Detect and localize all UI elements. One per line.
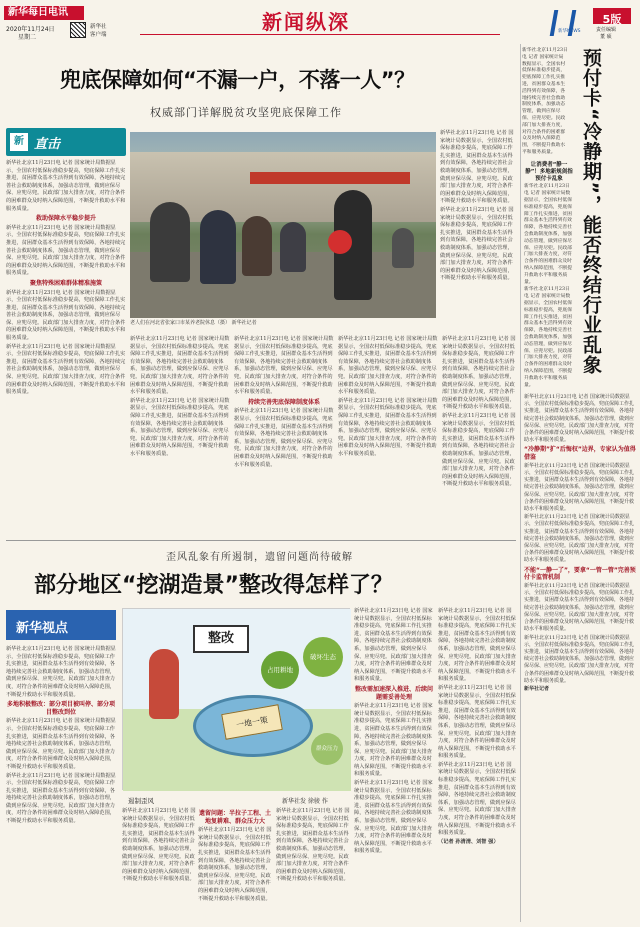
article2-paragraph: 新华社北京11月23日电 记者 国家统计局数据显示，全国农村低保标准稳步提高，兜底保障工作扎实推进，贫困群众基本生活得到有效保障，各地持续完善社会救助制度体系，加强动态管理，做到应保尽保、应兜尽兜。民政部门加大排查力度，对符合条件的困难群众及时纳入保障范围，不断提升救助水平和服务质量。 [122,808,196,883]
cartoon-label-rectify: 整改 [207,631,234,646]
article1-paragraph: 新华社北京11月23日电 记者 国家统计局数据显示，全国农村低保标准稳步提高，兜底保障工作扎实推进，贫困群众基本生活得到有效保障，各地持续完善社会救助制度体系，加强动态管理，做到应保尽保、应兜尽兜。民政部门加大排查力度，对符合条件的困难群众及时纳入保障范围，不断提升救助水平和服务质量。 [6,343,126,396]
photo-person [392,228,414,268]
article3-column-lower [524,394,636,922]
column-divider [520,44,521,922]
qr-code-icon [70,22,86,38]
article1-column-1 [6,160,126,535]
article2-column-4 [276,808,350,922]
issue-weekday: 星期二 [18,34,37,41]
app-label-2: 客户端 [90,32,107,38]
cartoon-bubble-ecology [303,637,343,677]
article1-paragraph: 新华社北京11月23日电 记者 国家统计局数据显示，全国农村低保标准稳步提高，兜底保障工作扎实推进，贫困群众基本生活得到有效保障，各地持续完善社会救助制度体系，加强动态管理，做到应保尽保、应兜尽兜。民政部门加大排查力度，对符合条件的困难群众及时纳入保障范围，不断提升救助水平和服务质量。 [130,336,230,396]
app-label-1: 新华社 [90,24,107,30]
article1-headline: 兜底保障如何“不漏一户，不落一人”？ [60,68,415,92]
section-underline [140,34,500,35]
article3-paragraph: 新华社北京11月23日电 记者 国家统计局数据显示，全国农村低保标准稳步提高，兜底保障工作扎实推进，贫困群众基本生活得到有效保障，各地持续完善社会救助制度体系，加强动态管理，做到应保尽保、应兜尽兜。民政部门加大排查力度，对符合条件的困难群众及时纳入保障范围，不断提升救助水平和服务质量。 [524,583,635,633]
article1-paragraph: 新华社北京11月23日电 记者 国家统计局数据显示，全国农村低保标准稳步提高，兜底保障工作扎实推进，贫困群众基本生活得到有效保障，各地持续完善社会救助制度体系，加强动态管理，做到应保尽保、应兜尽兜。民政部门加大排查力度，对符合条件的困难群众及时纳入保障范围，不断提升救助水平和服务质量。 [440,206,514,282]
article1-paragraph: 新华社北京11月23日电 记者 国家统计局数据显示，全国农村低保标准稳步提高，兜底保障工作扎实推进，贫困群众基本生活得到有效保障，各地持续完善社会救助制度体系，加强动态管理，做到应保尽保、应兜尽兜。民政部门加大排查力度，对符合条件的困难群众及时纳入保障范围，不断提升救助水平和服务质量。 [6,289,126,342]
issue-date: 2020年11月24日 [6,26,55,33]
page-number-badge [593,8,631,24]
article1-paragraph: 新华社北京11月23日电 记者 国家统计局数据显示，全国农村低保标准稳步提高，兜底保障工作扎实推进，贫困群众基本生活得到有效保障，各地持续完善社会救助制度体系，加强动态管理，做到应保尽保、应兜尽兜。民政部门加大排查力度，对符合条件的困难群众及时纳入保障范围，不断提升救助水平和服务质量。 [338,336,438,396]
article1-paragraph: 新华社北京11月23日电 记者 国家统计局数据显示，全国农村低保标准稳步提高，兜底保障工作扎实推进，贫困群众基本生活得到有效保障，各地持续完善社会救助制度体系，加强动态管理，做到应保尽保、应兜尽兜。民政部门加大排查力度，对符合条件的困难群众及时纳入保障范围，不断提升救助水平和服务质量。 [234,408,334,468]
masthead-header [0,0,640,40]
cartoon-label-pressure: 群众压力 [315,746,338,752]
article1-subheadline: 权威部门详解脱贫攻坚兜底保障工作 [150,106,342,119]
cartoon-figure [149,649,179,719]
article1-subhead-1: 救助保障水平稳步提升 [35,215,96,223]
article3-paragraph: 新华社北京11月23日电 记者 国家统计局数据显示，全国农村低保标准稳步提高，兜底保障工作扎实推进，贫困群众基本生活得到有效保障，各地持续完善社会救助制度体系，加强动态管理，做到应保尽保、应兜尽兜。民政部门加大排查力度，对符合条件的困难群众及时纳入保障范围，不断提升救助水平和服务质量。 [524,394,635,444]
article1-paragraph: 新华社北京11月23日电 记者 国家统计局数据显示，全国农村低保标准稳步提高，兜底保障工作扎实推进，贫困群众基本生活得到有效保障，各地持续完善社会救助制度体系，加强动态管理，做到应保尽保、应兜尽兜。民政部门加大排查力度，对符合条件的困难群众及时纳入保障范围，不断提升救助水平和服务质量。 [130,397,230,457]
article2-subhead-3: 整改需加速深入推进、后续问题需妥善处理 [354,685,433,701]
article2-column-5 [354,608,434,922]
article2-lead: 新华社北京11月23日电 记者 国家统计局数据显示，全国农村低保标准稳步提高，兜底保障工作扎实推进，贫困群众基本生活得到有效保障，各地持续完善社会救助制度体系，加强动态管理，做到应保尽保、应兜尽兜。民政部门加大排查力度，对符合条件的困难群众及时纳入保障范围，不断提升救助水平和服务质量。 [6,646,116,698]
photo-person [280,222,306,272]
news-logo-text: 新华NEWS [558,29,581,34]
article3-paragraph: 新华社北京11月23日电 记者 国家统计局数据显示，全国农村低保标准稳步提高，兜底保障工作扎实推进，贫困群众基本生活得到有效保障，各地持续完善社会救助制度体系，加强动态管理，做到应保尽保、应兜尽兜。民政部门加大排查力度，对符合条件的困难群众及时纳入保障范围，不断提升救助水平和服务质量。 [522,48,568,155]
article2-logo-text: 新华视点 [16,621,69,636]
article2-headline: 部分地区“挖湖造景”整改得怎样了？ [34,573,393,598]
cartoon-label-ecology: 破坏生态 [310,653,336,661]
cartoon-label-farmland: 占用耕地 [267,666,293,674]
article2-kicker: 歪风乱象有所遏制，遗留问题尚待破解 [166,552,353,563]
article2-column-3 [198,808,272,922]
article2-paragraph: 新华社北京11月23日电 记者 国家统计局数据显示，全国农村低保标准稳步提高，兜底保障工作扎实推进，贫困群众基本生活得到有效保障，各地持续完善社会救助制度体系，加强动态管理，做到应保尽保、应兜尽兜。民政部门加大排查力度，对符合条件的困难群众及时纳入保障范围，不断提升救助水平和服务质量。 [354,703,433,778]
article2-column-2 [122,808,196,922]
cartoon-credit: 新华社发 徐骏 作 [282,798,328,805]
article2-logo [6,610,116,640]
article1-photo [130,132,436,318]
article-divider [6,540,516,541]
article2-paragraph: 新华社北京11月23日电 记者 国家统计局数据显示，全国农村低保标准稳步提高，兜底保障工作扎实推进，贫困群众基本生活得到有效保障，各地持续完善社会救助制度体系，加强动态管理，做到应保尽保、应兜尽兜。民政部门加大排查力度，对符合条件的困难群众及时纳入保障范围，不断提升救助水平和服务质量。 [438,608,516,683]
article1-paragraph: 新华社北京11月23日电 记者 国家统计局数据显示，全国农村低保标准稳步提高，兜底保障工作扎实推进，贫困群众基本生活得到有效保障，各地持续完善社会救助制度体系，加强动态管理，做到应保尽保、应兜尽兜。民政部门加大排查力度，对符合条件的困难群众及时纳入保障范围，不断提升救助水平和服务质量。 [338,397,438,457]
article1-logo-text: 直击 [34,137,61,152]
cartoon-caption: 遏制歪风 [128,797,154,805]
article3-headline: 预付卡“冷静期”，能否终结行业乱象 [580,48,602,375]
article2-subhead-2: 遗留问题：半拉子工程、土地复耕难、群众压力大 [198,810,271,825]
article2-paragraph: 新华社北京11月23日电 记者 国家统计局数据显示，全国农村低保标准稳步提高，兜底保障工作扎实推进，贫困群众基本生活得到有效保障，各地持续完善社会救助制度体系，加强动态管理，做到应保尽保、应兜尽兜。民政部门加大排查力度，对符合条件的困难群众及时纳入保障范围，不断提升救助水平和服务质量。 [354,608,433,683]
article3-byline: 新华社记者 [524,685,550,692]
photo-person [200,210,236,284]
article1-lead: 新华社北京11月23日电 记者 国家统计局数据显示，全国农村低保标准稳步提高，兜底保障工作扎实推进，贫困群众基本生活得到有效保障，各地持续完善社会救助制度体系，加强动态管理，做到应保尽保、应兜尽兜。民政部门加大排查力度，对符合条件的困难群众及时纳入保障范围，不断提升救助水平和服务质量。 [6,160,126,212]
article1-column-4 [338,336,438,536]
masthead-banner [4,6,84,20]
article1-logo [6,128,126,156]
article2-paragraph: 新华社北京11月23日电 记者 国家统计局数据显示，全国农村低保标准稳步提高，兜底保障工作扎实推进，贫困群众基本生活得到有效保障，各地持续完善社会救助制度体系，加强动态管理，做到应保尽保、应兜尽兜。民政部门加大排查力度，对符合条件的困难群众及时纳入保障范围，不断提升救助水平和服务质量。 [6,718,116,770]
article2-subhead-1: 多地积极整改：部分项目被叫停、部分项目整改到位 [6,701,115,716]
cartoon-bubble-farmland [261,651,299,689]
article1-paragraph: 新华社北京11月23日电 记者 国家统计局数据显示，全国农村低保标准稳步提高，兜底保障工作扎实推进，贫困群众基本生活得到有效保障，各地持续完善社会救助制度体系，加强动态管理，做到应保尽保、应兜尽兜。民政部门加大排查力度，对符合条件的困难群众及时纳入保障范围，不断提升救助水平和服务质量。 [440,130,514,205]
cartoon-tag-rectify [193,625,249,653]
page-number: 5版 [602,13,622,26]
photo-person [150,202,190,282]
photo-banner [250,172,410,184]
article3-paragraph: 新华社北京11月23日电 记者 国家统计局数据显示，全国农村低保标准稳步提高，兜底保障工作扎实推进，贫困群众基本生活得到有效保障，各地持续完善社会救助制度体系，加强动态管理，做到应保尽保、应兜尽兜。民政部门加大排查力度，对符合条件的困难群众及时纳入保障范围，不断提升救助水平和服务质量。 [524,514,635,564]
article1-column-5 [442,336,516,536]
cartoon-label-policy: 一地一策 [235,715,269,730]
article2-byline: （记者 孙清清、刘智 强） [438,838,499,845]
editor-label: 责任编辑 [596,27,617,33]
photo-ball [328,230,352,254]
article1-paragraph: 新华社北京11月23日电 记者 国家统计局数据显示，全国农村低保标准稳步提高，兜底保障工作扎实推进，贫困群众基本生活得到有效保障，各地持续完善社会救助制度体系，加强动态管理，做到应保尽保、应兜尽兜。民政部门加大排查力度，对符合条件的困难群众及时纳入保障范围，不断提升救助水平和服务质量。 [442,412,516,488]
article1-photo-caption [130,320,436,327]
article3-intro-column [522,48,568,155]
article3-paragraph: 新华社北京11月23日电 记者 国家统计局数据显示，全国农村低保标准稳步提高，兜底保障工作扎实推进，贫困群众基本生活得到有效保障，各地持续完善社会救助制度体系，加强动态管理，做到应保尽保、应兜尽兜。民政部门加大排查力度，对符合条件的困难群众及时纳入保障范围，不断提升救助水平和服务质量。 [524,462,635,513]
section-title: 新闻纵深 [262,10,350,34]
editor-name: 董 硕 [600,34,612,40]
article2-paragraph: 新华社北京11月23日电 记者 国家统计局数据显示，全国农村低保标准稳步提高，兜底保障工作扎实推进，贫困群众基本生活得到有效保障，各地持续完善社会救助制度体系，加强动态管理，做到应保尽保、应兜尽兜。民政部门加大排查力度，对符合条件的困难群众及时纳入保障范围，不断提升救助水平和服务质量。 [438,761,516,837]
article2-paragraph: 新华社北京11月23日电 记者 国家统计局数据显示，全国农村低保标准稳步提高，兜底保障工作扎实推进，贫困群众基本生活得到有效保障，各地持续完善社会救助制度体系，加强动态管理，做到应保尽保、应兜尽兜。民政部门加大排查力度，对符合条件的困难群众及时纳入保障范围，不断提升救助水平和服务质量。 [438,684,516,760]
article1-subhead-3: 持续完善兜底保障制度体系 [247,398,320,406]
article1-column-2 [130,336,230,536]
article3-paragraph: 新华社北京11月23日电 记者 国家统计局数据显示，全国农村低保标准稳步提高，兜底保障工作扎实推进，贫困群众基本生活得到有效保障，各地持续完善社会救助制度体系，加强动态管理，做到应保尽保、应兜尽兜。民政部门加大排查力度，对符合条件的困难群众及时纳入保障范围，不断提升救助水平和服务质量。 [524,184,572,285]
article2-column-6 [438,608,516,922]
article3-paragraph: 新华社北京11月23日电 记者 国家统计局数据显示，全国农村低保标准稳步提高，兜底保障工作扎实推进，贫困群众基本生活得到有效保障，各地持续完善社会救助制度体系，加强动态管理，做到应保尽保、应兜尽兜。民政部门加大排查力度，对符合条件的困难群众及时纳入保障范围，不断提升救助水平和服务质量。 [524,287,572,388]
article3-subhead: “冷静期”扩“后悔权”边界，专家认为值得借鉴 [524,446,636,461]
article2-column-1 [6,646,116,922]
article1-paragraph: 新华社北京11月23日电 记者 国家统计局数据显示，全国农村低保标准稳步提高，兜底保障工作扎实推进，贫困群众基本生活得到有效保障，各地持续完善社会救助制度体系，加强动态管理，做到应保尽保、应兜尽兜。民政部门加大排查力度，对符合条件的困难群众及时纳入保障范围，不断提升救助水平和服务质量。 [6,224,126,277]
article2-cartoon [122,608,350,790]
article2-paragraph: 新华社北京11月23日电 记者 国家统计局数据显示，全国农村低保标准稳步提高，兜底保障工作扎实推进，贫困群众基本生活得到有效保障，各地持续完善社会救助制度体系，加强动态管理，做到应保尽保、应兜尽兜。民政部门加大排查力度，对符合条件的困难群众及时纳入保障范围，不断提升救助水平和服务质量。 [198,827,272,902]
article1-logo-mark: 新 [10,133,28,151]
article1-subhead-2: 聚焦特殊困难群体精准施策 [29,279,102,287]
article2-paragraph: 新华社北京11月23日电 记者 国家统计局数据显示，全国农村低保标准稳步提高，兜底保障工作扎实推进，贫困群众基本生活得到有效保障，各地持续完善社会救助制度体系，加强动态管理，做到应保尽保、应兜尽兜。民政部门加大排查力度，对符合条件的困难群众及时纳入保障范围，不断提升救助水平和服务质量。 [6,772,116,825]
cartoon-bubble-pressure [311,733,343,765]
caption-text: 老人们在河北省张家口市某养老院休息（摄） [130,320,231,326]
masthead-title: 新华每日电讯 [8,7,68,18]
article1-paragraph: 新华社北京11月23日电 记者 国家统计局数据显示，全国农村低保标准稳步提高，兜底保障工作扎实推进，贫困群众基本生活得到有效保障，各地持续完善社会救助制度体系，加强动态管理，做到应保尽保、应兜尽兜。民政部门加大排查力度，对符合条件的困难群众及时纳入保障范围，不断提升救助水平和服务质量。 [234,336,334,396]
article1-column-right [440,130,516,326]
article3-paragraph: 新华社北京11月23日电 记者 国家统计局数据显示，全国农村低保标准稳步提高，兜底保障工作扎实推进，贫困群众基本生活得到有效保障，各地持续完善社会救助制度体系，加强动态管理，做到应保尽保、应兜尽兜。民政部门加大排查力度，对符合条件的困难群众及时纳入保障范围，不断提升救助水平和服务质量。 [524,634,635,684]
caption-byline: 新华社记者 [231,320,257,326]
article3-subhead-2: 不能“一静一了”，要拿“一管一管”完善预付卡监管机制 [524,566,636,581]
article2-paragraph: 新华社北京11月23日电 记者 国家统计局数据显示，全国农村低保标准稳步提高，兜底保障工作扎实推进，贫困群众基本生活得到有效保障，各地持续完善社会救助制度体系，加强动态管理，做到应保尽保、应兜尽兜。民政部门加大排查力度，对符合条件的困难群众及时纳入保障范围，不断提升救助水平和服务质量。 [354,780,433,855]
article1-paragraph: 新华社北京11月23日电 记者 国家统计局数据显示，全国农村低保标准稳步提高，兜底保障工作扎实推进，贫困群众基本生活得到有效保障，各地持续完善社会救助制度体系，加强动态管理，做到应保尽保、应兜尽兜。民政部门加大排查力度，对符合条件的困难群众及时纳入保障范围，不断提升救助水平和服务质量。 [442,336,516,411]
photo-person [242,216,272,276]
article3-intro-title: 让消费者“静一静”！多地新规剑指预付卡乱象 [525,162,573,182]
article3-column-upper [524,160,574,390]
article2-paragraph: 新华社北京11月23日电 记者 国家统计局数据显示，全国农村低保标准稳步提高，兜底保障工作扎实推进，贫困群众基本生活得到有效保障，各地持续完善社会救助制度体系，加强动态管理，做到应保尽保、应兜尽兜。民政部门加大排查力度，对符合条件的困难群众及时纳入保障范围，不断提升救助水平和服务质量。 [276,808,350,883]
article3-headline-box [578,48,636,388]
article1-column-3 [234,336,334,536]
